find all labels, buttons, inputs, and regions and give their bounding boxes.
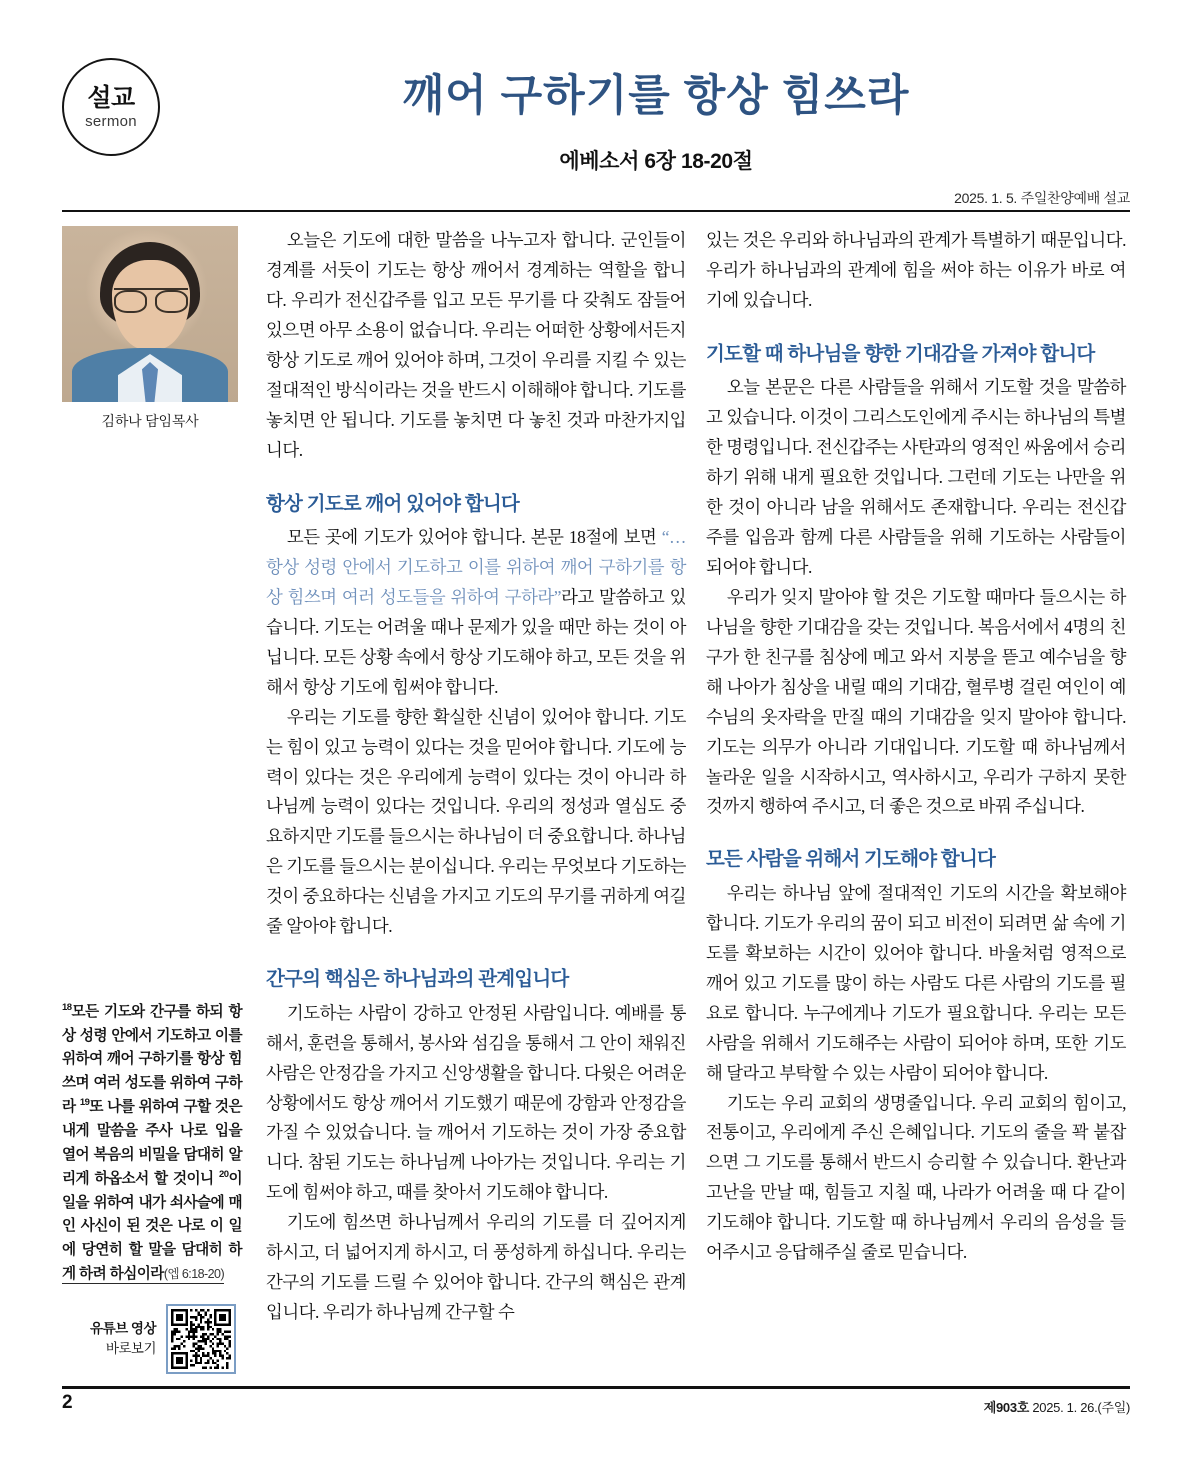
pastor-name-caption: 김하나 담임목사: [101, 413, 199, 429]
scripture-reference: (엡 6:18-20): [163, 1266, 225, 1281]
paragraph: 우리는 기도를 향한 확실한 신념이 있어야 합니다. 기도는 힘이 있고 능력이 있다는 것을 믿어야 합니다. 기도에 능력이 있다는 것은 우리에게 능력이 있다는 것이 아니라 하나님께 능력이 있다는 것입니다. 우리의 정성과 열심도 중요하지만 기도를 들으시는 하나님이 더 중요합니다. 하나님은 기도를 들으시는 분이십니다. 우리는 무엇보다 기도하는 것이 중요하다는 신념을 가지고 기도의 무기를 귀하게 여길 줄 알아야 합니다.: [266, 706, 686, 937]
scripture-passage-subtitle: 에베소서 6장 18-20절: [559, 150, 753, 173]
verse-text-20: 이 일을 위하여 내가 쇠사슬에 매인 사신이 된 것은 나로 이 일에 당연히 할 말을 담대히 하게 하려 하심이라: [62, 1171, 242, 1282]
youtube-label-line2: 바로보기: [105, 1341, 156, 1356]
issue-info: [984, 1397, 1130, 1416]
paragraph-text: 라고 말씀하고 있습니다. 기도는 어려울 때나 문제가 있을 때만 하는 것이 아닙니다. 모든 상황 속에서 항상 기도해야 하고, 모든 것을 위해서 항상 기도에 힘써야 합니다.: [266, 586, 686, 697]
service-dateline: 2025. 1. 5. 주일찬양예배 설교: [954, 190, 1130, 206]
paragraph: 기도는 우리 교회의 생명줄입니다. 우리 교회의 힘이고, 전통이고, 우리에게 주신 은혜입니다. 기도의 줄을 꽉 붙잡으면 그 기도를 통해서 반드시 승리할 수 있습니다. 환난과 고난을 만날 때, 힘들고 지칠 때, 나라가 어려울 때 다 같이 기도해야 합니다. 기도할 때 하나님께서 우리의 음성을 들어주시고 응답해주실 줄로 믿습니다.: [706, 1092, 1126, 1263]
youtube-link-block[interactable]: [62, 1300, 248, 1378]
paragraph: 기도하는 사람이 강하고 안정된 사람입니다. 예배를 통해서, 훈련을 통해서, 봉사와 섬김을 통해서 그 안이 채워진 사람은 안정감을 가지고 신앙생활을 합니다. 다윗은 어려운 상황에서도 항상 깨어서 기도했기 때문에 강함과 안정감을 가질 수 있었습니다. 늘 깨어서 기도하는 것이 가장 중요합니다. 참된 기도는 하나님께 나아가는 것입니다. 우리는 기도에 힘써야 하고, 때를 찾아서 기도해야 합니다.: [266, 1002, 686, 1203]
paragraph: 있는 것은 우리와 하나님과의 관계가 특별하기 때문입니다. 우리가 하나님과의 관계에 힘을 써야 하는 이유가 바로 여기에 있습니다.: [706, 230, 1126, 310]
body-column-2: [706, 226, 1126, 1268]
sermon-badge: [62, 58, 160, 156]
issue-date: 2025. 1. 26.(주일): [1032, 1400, 1130, 1415]
paragraph-text: 모든 곳에 기도가 있어야 합니다. 본문 18절에 보면: [286, 527, 662, 548]
section-heading-2: 간구의 핵심은 하나님과의 관계입니다: [266, 968, 569, 991]
qr-code[interactable]: [166, 1304, 236, 1374]
verse-text-18: 모든 기도와 간구를 하되 항상 성령 안에서 기도하고 이를 위하여 깨어 구하기를 항상 힘쓰며 여러 성도를 위하여 구하라: [62, 1003, 242, 1116]
body-column-1: [266, 226, 686, 1328]
section-heading-3: 기도할 때 하나님을 향한 기대감을 가져야 합니다: [706, 342, 1095, 365]
glasses-icon: [114, 288, 188, 310]
masthead: [62, 40, 1130, 206]
issue-number: 제903호: [983, 1400, 1030, 1415]
left-rail: [62, 226, 248, 431]
youtube-label: [62, 1319, 156, 1358]
qr-code-canvas: [171, 1309, 231, 1369]
page-number: 2: [62, 1392, 73, 1413]
footer-divider: [62, 1386, 1130, 1389]
header-divider: [62, 210, 1130, 212]
inline-scripture-quote: “…항상 성령 안에서 기도하고 이를 위하여 깨어 구하기를 항상 힘쓰며 여러 성도들을 위하여 구하라”: [266, 527, 686, 607]
paragraph: 오늘 본문은 다른 사람들을 위해서 기도할 것을 말씀하고 있습니다. 이것이 그리스도인에게 주시는 하나님의 특별한 명령입니다. 전신갑주는 사탄과의 영적인 싸움에서 승리하기 위해 내게 필요한 것입니다. 그런데 기도는 나만을 위한 것이 아니라 남을 위해서도 존재합니다. 우리는 전신갑주를 입음과 함께 다른 사람들을 위해 기도하는 사람들이 되어야 합니다.: [706, 377, 1126, 577]
sermon-badge-english-label: sermon: [85, 112, 137, 130]
pastor-photo: [62, 226, 238, 402]
sermon-badge-korean-label: 설교: [87, 83, 135, 112]
youtube-label-line1: 유튜브 영상: [90, 1321, 156, 1337]
verse-marker-18: 18: [62, 1002, 72, 1013]
paragraph: [266, 523, 686, 703]
paragraph: 오늘은 기도에 대한 말씀을 나누고자 합니다. 군인들이 경계를 서듯이 기도는 항상 깨어서 경계하는 역할을 합니다. 우리가 전신갑주를 입고 모든 무기를 다 갖춰도 잠들어 있으면 아무 소용이 없습니다. 우리는 어떠한 상황에서든지 항상 기도로 깨어 있어야 하며, 그것이 우리를 지킬 수 있는 절대적인 방식이라는 것을 반드시 이해해야 합니다. 기도를 놓치면 안 됩니다. 기도를 놓치면 다 놓친 것과 마찬가지입니다.: [266, 230, 686, 460]
verse-marker-20: 20: [218, 1169, 229, 1181]
paragraph: 우리가 잊지 말아야 할 것은 기도할 때마다 들으시는 하나님을 향한 기대감을 갖는 것입니다. 복음서에서 4명의 친구가 한 친구를 침상에 메고 와서 지붕을 뜯고 예수님을 향해 나아가 침상을 내릴 때의 기대감, 혈루병 걸린 여인이 예수님의 옷자락을 만질 때의 기대감을 잊지 말아야 합니다. 기도는 의무가 아니라 기대입니다. 기도할 때 하나님께서 놀라운 일을 시작하시고, 역사하시고, 우리가 구하지 못한 것까지 행하여 주시고, 더 좋은 것으로 바꿔 주십니다.: [706, 586, 1126, 817]
scripture-quote-box: [62, 1000, 242, 1286]
section-heading-1: 항상 기도로 깨어 있어야 합니다: [266, 492, 519, 515]
page-title: 깨어 구하기를 항상 힘쓰라: [402, 72, 910, 120]
paragraph: 기도에 힘쓰면 하나님께서 우리의 기도를 더 깊어지게 하시고, 더 넓어지게 하시고, 더 풍성하게 하십니다. 우리는 간구의 기도를 드릴 수 있어야 합니다. 간구의 핵심은 관계입니다. 우리가 하나님께 간구할 수: [266, 1212, 686, 1323]
section-heading-4: 모든 사람을 위해서 기도해야 합니다: [706, 848, 996, 871]
paragraph: 우리는 하나님 앞에 절대적인 기도의 시간을 확보해야 합니다. 기도가 우리의 꿈이 되고 비전이 되려면 삶 속에 기도를 확보하는 시간이 있어야 합니다. 바울처럼 영적으로 깨어 있고 기도를 많이 하는 사람도 다른 사람의 기도를 필요로 합니다. 누구에게나 기도가 필요합니다. 우리는 모든 사람을 위해서 기도해주는 사람이 되어야 하며, 또한 기도해 달라고 부탁할 수 있는 사람이 되어야 합니다.: [706, 882, 1126, 1083]
verse-text-19: 또 나를 위하여 구할 것은 내게 말씀을 주사 나로 입을 열어 복음의 비밀을 담대히 알리게 하옵소서 할 것이니: [62, 1099, 242, 1188]
rail-divider: [62, 1283, 224, 1284]
verse-marker-19: 19: [79, 1097, 90, 1109]
